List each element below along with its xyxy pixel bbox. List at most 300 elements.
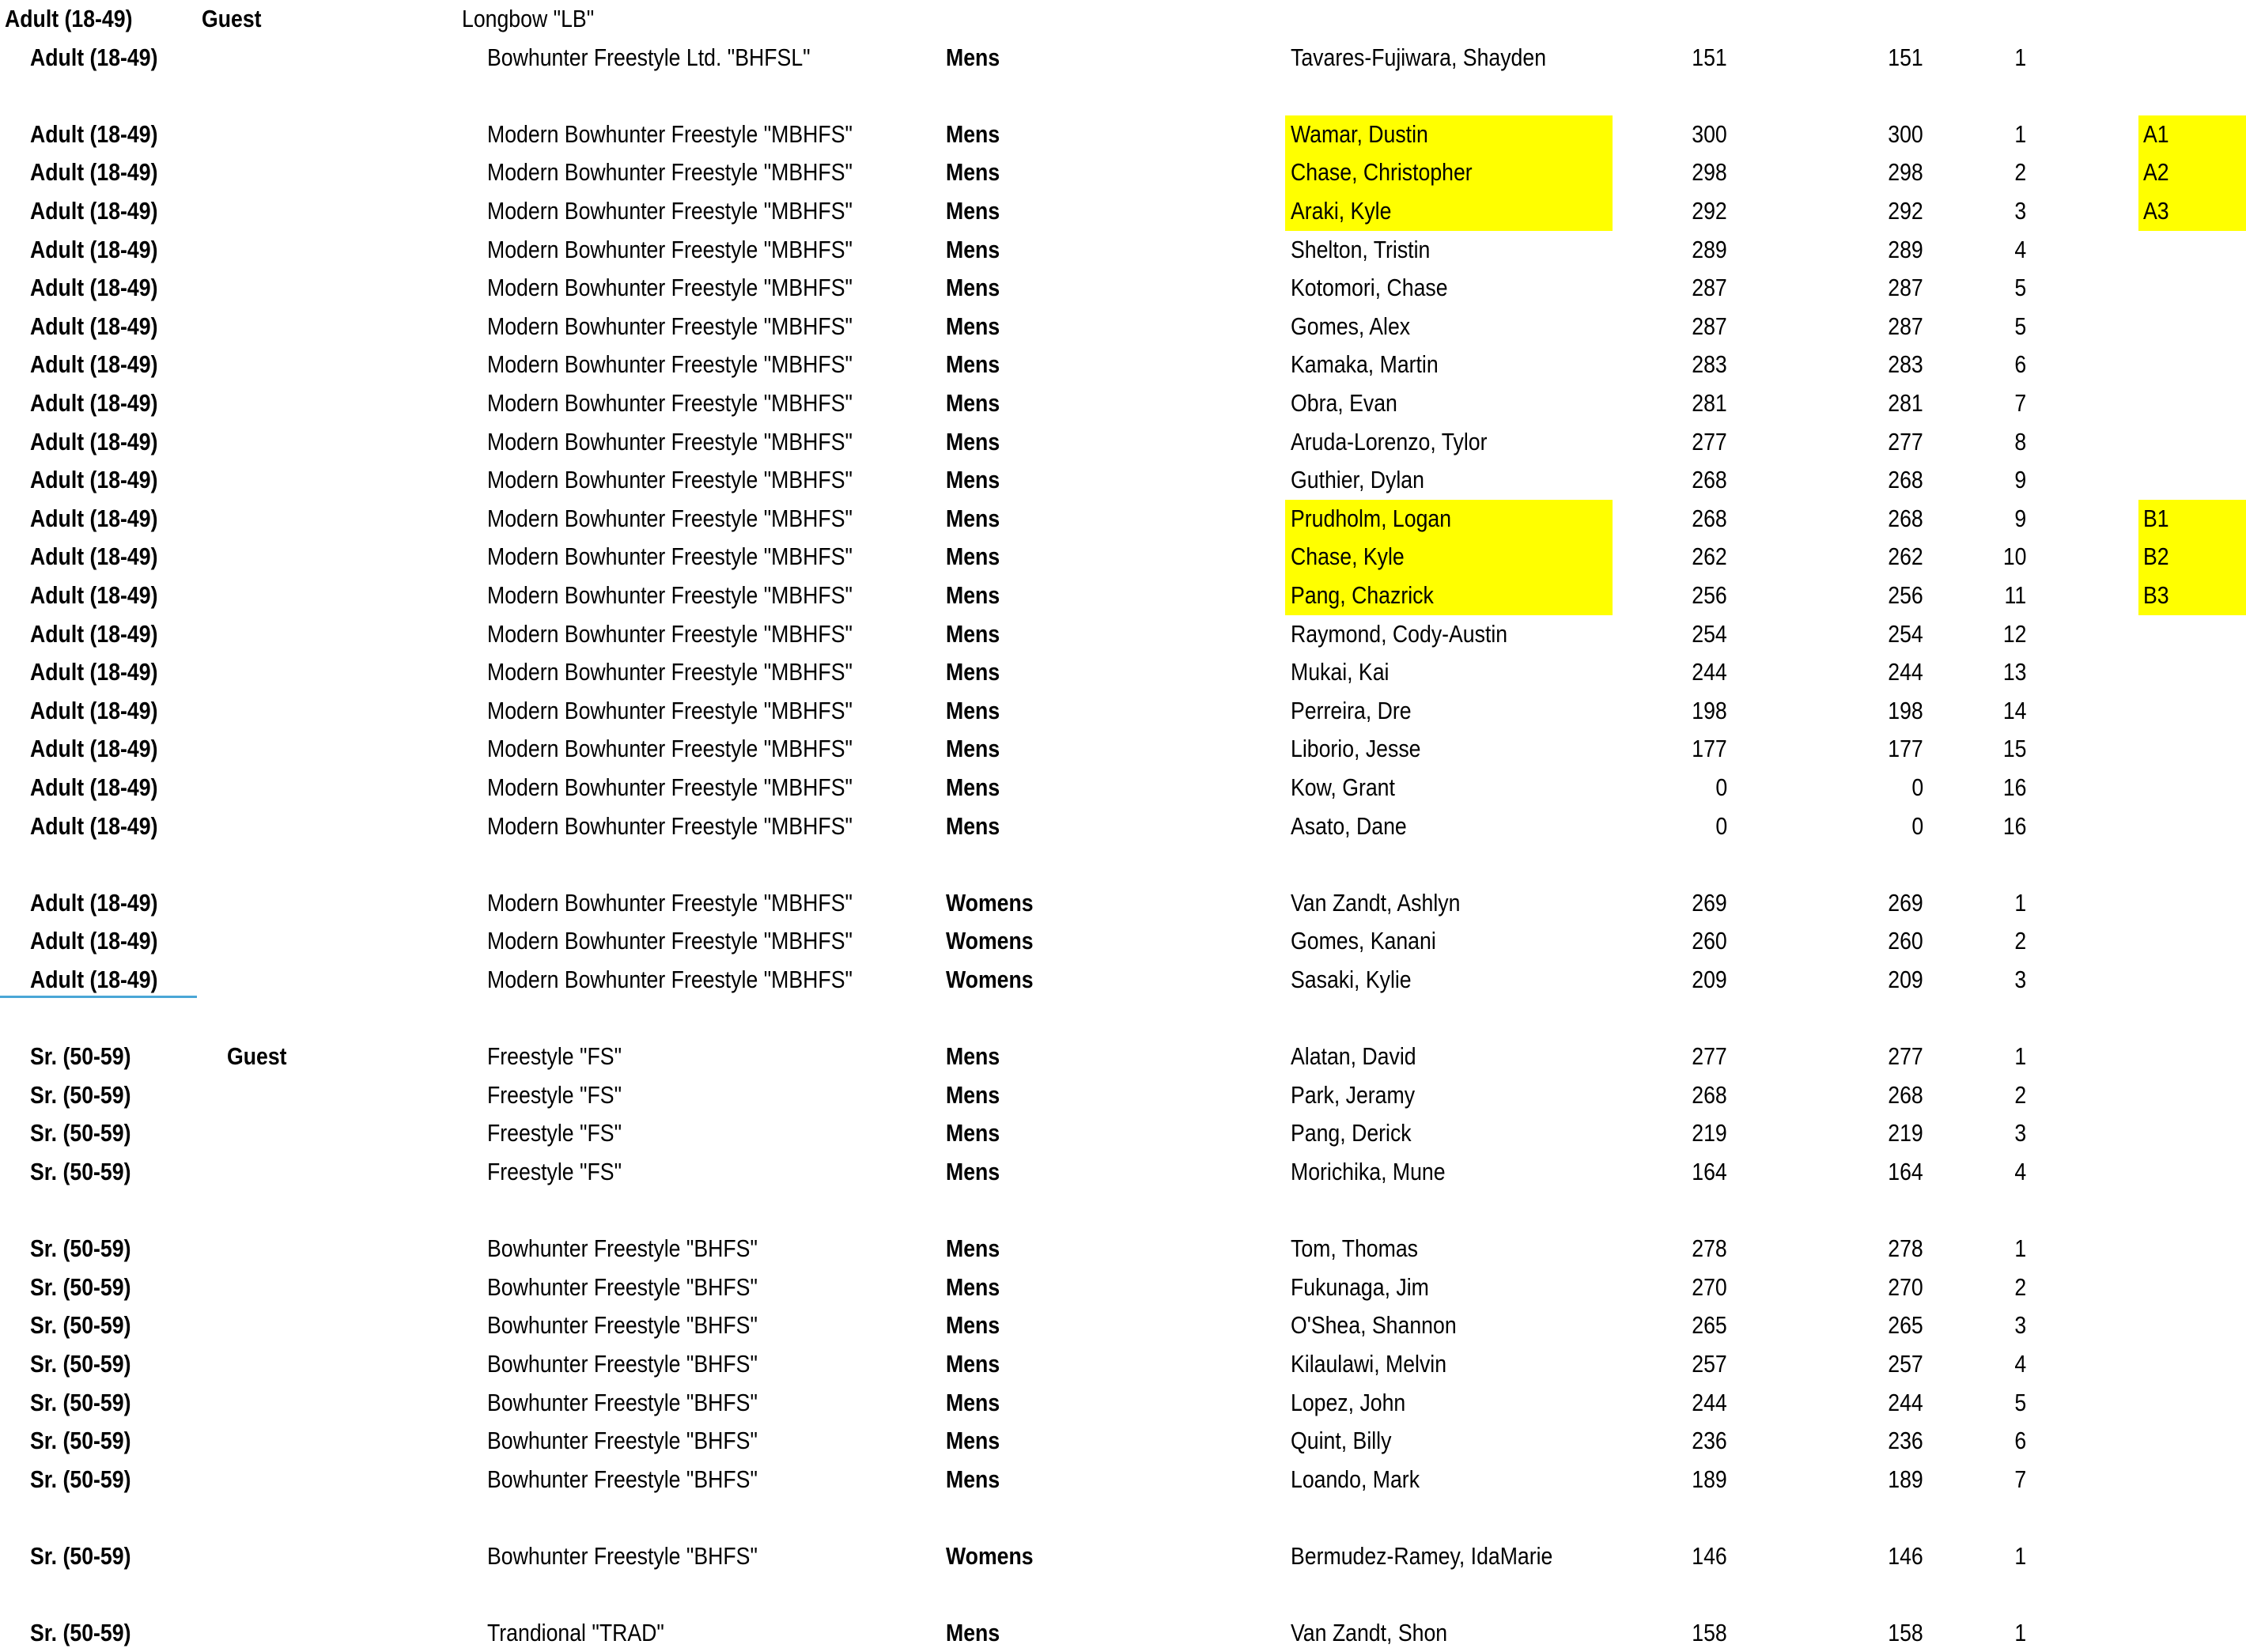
score-cell[interactable]: 0	[1715, 811, 1727, 840]
age-cell[interactable]: Adult (18-49)	[30, 888, 158, 917]
total-score-cell[interactable]: 151	[1888, 43, 1923, 71]
score-cell[interactable]: 257	[1692, 1350, 1727, 1378]
score-cell[interactable]: 283	[1692, 350, 1727, 379]
table-row	[0, 384, 2246, 422]
division-cell[interactable]: Bowhunter Freestyle Ltd. "BHFSL"	[487, 43, 811, 71]
age-cell[interactable]: Sr. (50-59)	[30, 1350, 131, 1378]
gender-cell[interactable]: Mens	[946, 1350, 1000, 1378]
gender-cell[interactable]: Mens	[946, 735, 1000, 763]
table-row	[0, 576, 2246, 614]
score-cell[interactable]: 244	[1692, 658, 1727, 686]
archer-name-cell[interactable]: Van Zandt, Shon	[1291, 1619, 1448, 1647]
rank-cell[interactable]: 3	[2014, 966, 2026, 993]
rank-cell[interactable]: 1	[2014, 1619, 2026, 1647]
cell-selection-underline	[0, 996, 197, 998]
total-score-cell[interactable]: 256	[1888, 581, 1923, 609]
total-score-cell[interactable]: 146	[1888, 1542, 1923, 1570]
rank-cell[interactable]: 16	[2002, 811, 2026, 840]
total-score-cell[interactable]: 177	[1888, 735, 1923, 763]
rank-cell[interactable]: 2	[2014, 158, 2026, 187]
table-row	[0, 922, 2246, 960]
table-row	[0, 115, 2246, 153]
age-cell[interactable]: Sr. (50-59)	[30, 1311, 131, 1340]
division-cell[interactable]: Modern Bowhunter Freestyle "MBHFS"	[487, 466, 853, 494]
total-score-cell[interactable]: 270	[1888, 1272, 1923, 1301]
team-tag-cell[interactable]: A1	[2143, 119, 2169, 148]
total-score-cell[interactable]: 277	[1888, 427, 1923, 456]
rank-cell[interactable]: 3	[2014, 1119, 2026, 1147]
score-cell[interactable]: 287	[1692, 274, 1727, 302]
total-score-cell[interactable]: 164	[1888, 1158, 1923, 1185]
table-row	[0, 1345, 2246, 1383]
division-cell[interactable]: Modern Bowhunter Freestyle "MBHFS"	[487, 312, 853, 340]
total-score-cell[interactable]: 254	[1888, 619, 1923, 648]
rank-cell[interactable]: 14	[2002, 696, 2026, 724]
rank-cell[interactable]: 4	[2014, 1158, 2026, 1185]
archer-name-cell[interactable]: Pang, Derick	[1291, 1119, 1412, 1147]
gender-cell[interactable]: Mens	[946, 427, 1000, 456]
archer-name-cell[interactable]: Obra, Evan	[1291, 389, 1397, 417]
rank-cell[interactable]: 8	[2014, 427, 2026, 456]
age-cell[interactable]: Adult (18-49)	[30, 504, 158, 532]
age-cell[interactable]: Adult (18-49)	[30, 696, 158, 724]
gender-cell[interactable]: Mens	[946, 658, 1000, 686]
total-score-cell[interactable]: 257	[1888, 1350, 1923, 1378]
rank-cell[interactable]: 6	[2014, 1427, 2026, 1455]
age-cell[interactable]: Sr. (50-59)	[30, 1234, 131, 1263]
division-cell[interactable]: Bowhunter Freestyle "BHFS"	[487, 1388, 758, 1416]
rank-cell[interactable]: 9	[2014, 466, 2026, 494]
archer-name-cell[interactable]: Raymond, Cody-Austin	[1291, 619, 1508, 648]
age-cell[interactable]: Adult (18-49)	[30, 43, 158, 71]
age-cell[interactable]: Adult (18-49)	[30, 197, 158, 225]
table-row	[0, 1153, 2246, 1191]
gender-cell[interactable]: Mens	[946, 389, 1000, 417]
archer-name-cell[interactable]: Perreira, Dre	[1291, 696, 1412, 724]
team-tag-cell[interactable]: B1	[2143, 504, 2169, 532]
division-cell[interactable]: Modern Bowhunter Freestyle "MBHFS"	[487, 773, 853, 801]
gender-cell[interactable]: Mens	[946, 197, 1000, 225]
table-row	[0, 500, 2246, 538]
rank-cell[interactable]: 5	[2014, 312, 2026, 340]
gender-cell[interactable]: Mens	[946, 1427, 1000, 1455]
age-cell[interactable]: Sr. (50-59)	[30, 1619, 131, 1647]
table-row	[0, 1461, 2246, 1499]
age-cell[interactable]: Adult (18-49)	[30, 619, 158, 648]
archer-name-cell[interactable]: Mukai, Kai	[1291, 658, 1390, 686]
total-score-cell[interactable]: 269	[1888, 888, 1923, 917]
table-row	[0, 1306, 2246, 1344]
division-cell[interactable]: Modern Bowhunter Freestyle "MBHFS"	[487, 619, 853, 648]
score-cell[interactable]: 281	[1692, 389, 1727, 417]
total-score-cell[interactable]: 289	[1888, 235, 1923, 263]
score-cell[interactable]: 177	[1692, 735, 1727, 763]
division-cell[interactable]: Modern Bowhunter Freestyle "MBHFS"	[487, 119, 853, 148]
score-cell[interactable]: 198	[1692, 696, 1727, 724]
score-cell[interactable]: 151	[1692, 43, 1727, 71]
score-cell[interactable]: 268	[1692, 466, 1727, 494]
gender-cell[interactable]: Mens	[946, 773, 1000, 801]
gender-cell[interactable]: Mens	[946, 235, 1000, 263]
total-score-cell[interactable]: 287	[1888, 312, 1923, 340]
archer-name-cell[interactable]: Kilaulawi, Melvin	[1291, 1350, 1447, 1378]
age-cell[interactable]: Adult (18-49)	[30, 427, 158, 456]
total-score-cell[interactable]: 268	[1888, 1080, 1923, 1109]
archer-name-cell[interactable]: Aruda-Lorenzo, Tylor	[1291, 427, 1488, 456]
table-row	[0, 192, 2246, 230]
score-cell[interactable]: 269	[1692, 888, 1727, 917]
total-score-cell[interactable]: 277	[1888, 1042, 1923, 1071]
score-cell[interactable]: 268	[1692, 504, 1727, 532]
score-cell[interactable]: 287	[1692, 312, 1727, 340]
total-score-cell[interactable]: 300	[1888, 119, 1923, 148]
team-tag-cell[interactable]: B3	[2143, 581, 2169, 609]
table-row	[0, 692, 2246, 730]
age-cell[interactable]: Adult (18-49)	[30, 158, 158, 187]
table-row	[0, 0, 2246, 38]
gender-cell[interactable]: Mens	[946, 1619, 1000, 1647]
table-row	[0, 769, 2246, 807]
rank-cell[interactable]: 1	[2014, 1234, 2026, 1263]
division-cell[interactable]: Bowhunter Freestyle "BHFS"	[487, 1311, 758, 1340]
total-score-cell[interactable]: 158	[1888, 1619, 1923, 1647]
rank-cell[interactable]: 5	[2014, 274, 2026, 302]
total-score-cell[interactable]: 262	[1888, 542, 1923, 571]
table-row	[0, 39, 2246, 77]
score-cell[interactable]: 189	[1692, 1465, 1727, 1493]
age-cell[interactable]: Sr. (50-59)	[30, 1119, 131, 1147]
gender-cell[interactable]: Mens	[946, 542, 1000, 571]
table-row	[0, 884, 2246, 922]
archer-name-cell[interactable]: Alatan, David	[1291, 1042, 1416, 1071]
rank-cell[interactable]: 12	[2002, 619, 2026, 648]
score-cell[interactable]: 277	[1692, 1042, 1727, 1071]
gender-cell[interactable]: Mens	[946, 158, 1000, 187]
total-score-cell[interactable]: 278	[1888, 1234, 1923, 1263]
age-cell[interactable]: Adult (18-49)	[30, 927, 158, 955]
total-score-cell[interactable]: 198	[1888, 696, 1923, 724]
total-score-cell[interactable]: 281	[1888, 389, 1923, 417]
rank-cell[interactable]: 15	[2002, 735, 2026, 763]
rank-cell[interactable]: 6	[2014, 350, 2026, 379]
division-cell[interactable]: Bowhunter Freestyle "BHFS"	[487, 1350, 758, 1378]
total-score-cell[interactable]: 260	[1888, 927, 1923, 955]
table-row	[0, 1614, 2246, 1652]
age-cell[interactable]: Adult (18-49)	[30, 811, 158, 840]
archer-name-cell[interactable]: Araki, Kyle	[1291, 197, 1392, 225]
age-cell[interactable]: Adult (18-49)	[30, 119, 158, 148]
archer-name-cell[interactable]: Kow, Grant	[1291, 773, 1395, 801]
rank-cell[interactable]: 3	[2014, 1311, 2026, 1340]
score-cell[interactable]: 236	[1692, 1427, 1727, 1455]
rank-cell[interactable]: 1	[2014, 1542, 2026, 1570]
table-row	[0, 1230, 2246, 1268]
division-cell[interactable]: Modern Bowhunter Freestyle "MBHFS"	[487, 350, 853, 379]
score-cell[interactable]: 298	[1692, 158, 1727, 187]
age-cell[interactable]: Adult (18-49)	[30, 735, 158, 763]
score-cell[interactable]: 244	[1692, 1388, 1727, 1416]
archer-name-cell[interactable]: Morichika, Mune	[1291, 1158, 1446, 1185]
archer-name-cell[interactable]: Shelton, Tristin	[1291, 235, 1431, 263]
gender-cell[interactable]: Mens	[946, 1119, 1000, 1147]
gender-cell[interactable]: Mens	[946, 504, 1000, 532]
gender-cell[interactable]: Mens	[946, 811, 1000, 840]
archer-name-cell[interactable]: Loando, Mark	[1291, 1465, 1420, 1493]
gender-cell[interactable]: Mens	[946, 1158, 1000, 1185]
gender-cell[interactable]: Mens	[946, 619, 1000, 648]
rank-cell[interactable]: 4	[2014, 235, 2026, 263]
table-row	[0, 1268, 2246, 1306]
archer-name-cell[interactable]: Prudholm, Logan	[1291, 504, 1452, 532]
total-score-cell[interactable]: 268	[1888, 504, 1923, 532]
total-score-cell[interactable]: 209	[1888, 966, 1923, 993]
division-cell[interactable]: Modern Bowhunter Freestyle "MBHFS"	[487, 581, 853, 609]
gender-cell[interactable]: Mens	[946, 1234, 1000, 1263]
division-cell[interactable]: Modern Bowhunter Freestyle "MBHFS"	[487, 888, 853, 917]
archer-name-cell[interactable]: Chase, Christopher	[1291, 158, 1473, 187]
table-row	[0, 1422, 2246, 1460]
team-tag-cell[interactable]: A3	[2143, 197, 2169, 225]
division-cell[interactable]: Bowhunter Freestyle "BHFS"	[487, 1542, 758, 1570]
rank-cell[interactable]: 11	[2004, 581, 2026, 609]
age-cell[interactable]: Adult (18-49)	[30, 466, 158, 494]
rank-cell[interactable]: 5	[2014, 1388, 2026, 1416]
total-score-cell[interactable]: 298	[1888, 158, 1923, 187]
rank-cell[interactable]: 2	[2014, 1272, 2026, 1301]
division-cell[interactable]: Freestyle "FS"	[487, 1042, 622, 1071]
archer-name-cell[interactable]: Fukunaga, Jim	[1291, 1272, 1429, 1301]
rank-cell[interactable]: 2	[2014, 927, 2026, 955]
table-row	[0, 807, 2246, 845]
rank-cell[interactable]: 9	[2014, 504, 2026, 532]
age-cell[interactable]: Adult (18-49)	[30, 312, 158, 340]
score-cell[interactable]: 0	[1715, 773, 1727, 801]
division-cell[interactable]: Modern Bowhunter Freestyle "MBHFS"	[487, 389, 853, 417]
score-cell[interactable]: 300	[1692, 119, 1727, 148]
table-row	[0, 653, 2246, 691]
rank-cell[interactable]: 2	[2014, 1080, 2026, 1109]
age-cell[interactable]: Sr. (50-59)	[30, 1465, 131, 1493]
rank-cell[interactable]: 1	[2014, 119, 2026, 148]
score-cell[interactable]: 219	[1692, 1119, 1727, 1147]
table-row	[0, 153, 2246, 191]
rank-cell[interactable]: 13	[2002, 658, 2026, 686]
table-row	[0, 615, 2246, 653]
table-row	[0, 730, 2246, 768]
division-cell[interactable]: Modern Bowhunter Freestyle "MBHFS"	[487, 696, 853, 724]
total-score-cell[interactable]: 219	[1888, 1119, 1923, 1147]
table-row	[0, 308, 2246, 346]
gender-cell[interactable]: Mens	[946, 119, 1000, 148]
score-cell[interactable]: 268	[1692, 1080, 1727, 1109]
division-cell[interactable]: Modern Bowhunter Freestyle "MBHFS"	[487, 235, 853, 263]
gender-cell[interactable]: Womens	[946, 888, 1034, 917]
gender-cell[interactable]: Womens	[946, 966, 1034, 993]
archer-name-cell[interactable]: Park, Jeramy	[1291, 1080, 1416, 1109]
archer-name-cell[interactable]: Asato, Dane	[1291, 811, 1407, 840]
division-cell[interactable]: Bowhunter Freestyle "BHFS"	[487, 1234, 758, 1263]
division-cell[interactable]: Bowhunter Freestyle "BHFS"	[487, 1465, 758, 1493]
score-cell[interactable]: 292	[1692, 197, 1727, 225]
division-cell[interactable]: Modern Bowhunter Freestyle "MBHFS"	[487, 274, 853, 302]
total-score-cell[interactable]: 283	[1888, 350, 1923, 379]
division-cell[interactable]: Freestyle "FS"	[487, 1080, 622, 1109]
team-tag-cell[interactable]: B2	[2143, 542, 2169, 571]
total-score-cell[interactable]: 0	[1911, 811, 1923, 840]
table-row	[0, 346, 2246, 384]
age-cell[interactable]: Adult (18-49)	[30, 773, 158, 801]
score-cell[interactable]: 158	[1692, 1619, 1727, 1647]
archer-name-cell[interactable]: Guthier, Dylan	[1291, 466, 1424, 494]
gender-cell[interactable]: Mens	[946, 581, 1000, 609]
archer-name-cell[interactable]: Wamar, Dustin	[1291, 119, 1428, 148]
gender-cell[interactable]: Mens	[946, 350, 1000, 379]
archer-name-cell[interactable]: Gomes, Kanani	[1291, 927, 1436, 955]
archer-name-cell[interactable]: Van Zandt, Ashlyn	[1291, 888, 1461, 917]
team-tag-cell[interactable]: A2	[2143, 158, 2169, 187]
gender-cell[interactable]: Mens	[946, 1042, 1000, 1071]
division-cell[interactable]: Bowhunter Freestyle "BHFS"	[487, 1427, 758, 1455]
archer-name-cell[interactable]: Kamaka, Martin	[1291, 350, 1439, 379]
total-score-cell[interactable]: 244	[1888, 1388, 1923, 1416]
total-score-cell[interactable]: 244	[1888, 658, 1923, 686]
gender-cell[interactable]: Mens	[946, 1311, 1000, 1340]
archer-name-cell[interactable]: Liborio, Jesse	[1291, 735, 1421, 763]
rank-cell[interactable]: 1	[2014, 1042, 2026, 1071]
archer-name-cell[interactable]: Quint, Billy	[1291, 1427, 1392, 1455]
rank-cell[interactable]: 16	[2002, 773, 2026, 801]
age-cell[interactable]: Adult (18-49)	[30, 581, 158, 609]
age-cell[interactable]: Sr. (50-59)	[30, 1427, 131, 1455]
rank-cell[interactable]: 7	[2014, 389, 2026, 417]
age-cell[interactable]: Adult (18-49)	[30, 350, 158, 379]
division-cell[interactable]: Modern Bowhunter Freestyle "MBHFS"	[487, 927, 853, 955]
age-cell[interactable]: Adult (18-49)	[30, 235, 158, 263]
total-score-cell[interactable]: 287	[1888, 274, 1923, 302]
score-cell[interactable]: 265	[1692, 1311, 1727, 1340]
gender-cell[interactable]: Mens	[946, 43, 1000, 71]
division-cell[interactable]: Modern Bowhunter Freestyle "MBHFS"	[487, 427, 853, 456]
archer-name-cell[interactable]: Chase, Kyle	[1291, 542, 1405, 571]
gender-cell[interactable]: Mens	[946, 1272, 1000, 1301]
age-cell[interactable]: Adult (18-49)	[30, 389, 158, 417]
score-cell[interactable]: 256	[1692, 581, 1727, 609]
rank-cell[interactable]: 7	[2014, 1465, 2026, 1493]
division-cell[interactable]: Trandional "TRAD"	[487, 1619, 664, 1647]
age-cell[interactable]: Sr. (50-59)	[30, 1042, 131, 1071]
age-cell[interactable]: Adult (18-49)	[30, 966, 158, 993]
division-cell[interactable]: Modern Bowhunter Freestyle "MBHFS"	[487, 811, 853, 840]
gender-cell[interactable]: Mens	[946, 466, 1000, 494]
score-cell[interactable]: 254	[1692, 619, 1727, 648]
rank-cell[interactable]: 1	[2014, 43, 2026, 71]
archer-name-cell[interactable]: Tavares-Fujiwara, Shayden	[1291, 43, 1547, 71]
age-cell[interactable]: Sr. (50-59)	[30, 1158, 131, 1185]
total-score-cell[interactable]: 236	[1888, 1427, 1923, 1455]
gender-cell[interactable]: Mens	[946, 1465, 1000, 1493]
division-cell[interactable]: Longbow "LB"	[462, 5, 595, 32]
division-cell[interactable]: Modern Bowhunter Freestyle "MBHFS"	[487, 658, 853, 686]
table-row	[0, 1384, 2246, 1422]
table-row	[0, 231, 2246, 269]
gender-cell[interactable]: Mens	[946, 1388, 1000, 1416]
division-cell[interactable]: Bowhunter Freestyle "BHFS"	[487, 1272, 758, 1301]
table-row	[0, 423, 2246, 461]
score-cell[interactable]: 260	[1692, 927, 1727, 955]
age-cell[interactable]: Adult (18-49)	[30, 274, 158, 302]
gender-cell[interactable]: Mens	[946, 274, 1000, 302]
archer-name-cell[interactable]: O'Shea, Shannon	[1291, 1311, 1457, 1340]
gender-cell[interactable]: Mens	[946, 1080, 1000, 1109]
rank-cell[interactable]: 3	[2014, 197, 2026, 225]
guest-cell[interactable]: Guest	[227, 1042, 287, 1071]
table-row	[0, 269, 2246, 307]
total-score-cell[interactable]: 265	[1888, 1311, 1923, 1340]
archer-name-cell[interactable]: Pang, Chazrick	[1291, 581, 1434, 609]
table-row	[0, 961, 2246, 999]
division-cell[interactable]: Modern Bowhunter Freestyle "MBHFS"	[487, 542, 853, 571]
archer-name-cell[interactable]: Kotomori, Chase	[1291, 274, 1448, 302]
table-row	[0, 461, 2246, 499]
score-cell[interactable]: 270	[1692, 1272, 1727, 1301]
age-cell[interactable]: Sr. (50-59)	[30, 1272, 131, 1301]
division-cell[interactable]: Freestyle "FS"	[487, 1158, 622, 1185]
score-cell[interactable]: 146	[1692, 1542, 1727, 1570]
division-cell[interactable]: Modern Bowhunter Freestyle "MBHFS"	[487, 158, 853, 187]
table-row	[0, 1038, 2246, 1076]
guest-cell[interactable]: Guest	[202, 5, 262, 32]
age-cell[interactable]: Adult (18-49)	[30, 658, 158, 686]
age-cell[interactable]: Sr. (50-59)	[30, 1080, 131, 1109]
total-score-cell[interactable]: 268	[1888, 466, 1923, 494]
archer-name-cell[interactable]: Sasaki, Kylie	[1291, 966, 1412, 993]
table-row	[0, 1076, 2246, 1114]
division-cell[interactable]: Modern Bowhunter Freestyle "MBHFS"	[487, 197, 853, 225]
gender-cell[interactable]: Womens	[946, 927, 1034, 955]
division-cell[interactable]: Freestyle "FS"	[487, 1119, 622, 1147]
age-cell[interactable]: Adult (18-49)	[30, 542, 158, 571]
archer-name-cell[interactable]: Lopez, John	[1291, 1388, 1406, 1416]
division-cell[interactable]: Modern Bowhunter Freestyle "MBHFS"	[487, 966, 853, 993]
age-cell[interactable]: Adult (18-49)	[5, 5, 133, 32]
age-cell[interactable]: Sr. (50-59)	[30, 1542, 131, 1570]
score-cell[interactable]: 209	[1692, 966, 1727, 993]
score-cell[interactable]: 262	[1692, 542, 1727, 571]
gender-cell[interactable]: Womens	[946, 1542, 1034, 1570]
total-score-cell[interactable]: 189	[1888, 1465, 1923, 1493]
rank-cell[interactable]: 4	[2014, 1350, 2026, 1378]
table-row	[0, 1537, 2246, 1575]
score-cell[interactable]: 164	[1692, 1158, 1727, 1185]
age-cell[interactable]: Sr. (50-59)	[30, 1388, 131, 1416]
rank-cell[interactable]: 10	[2002, 542, 2026, 571]
table-row	[0, 538, 2246, 576]
gender-cell[interactable]: Mens	[946, 312, 1000, 340]
gender-cell[interactable]: Mens	[946, 696, 1000, 724]
score-cell[interactable]: 278	[1692, 1234, 1727, 1263]
rank-cell[interactable]: 1	[2014, 888, 2026, 917]
division-cell[interactable]: Modern Bowhunter Freestyle "MBHFS"	[487, 735, 853, 763]
score-cell[interactable]: 277	[1692, 427, 1727, 456]
total-score-cell[interactable]: 0	[1911, 773, 1923, 801]
total-score-cell[interactable]: 292	[1888, 197, 1923, 225]
archer-name-cell[interactable]: Gomes, Alex	[1291, 312, 1411, 340]
archer-name-cell[interactable]: Bermudez-Ramey, IdaMarie	[1291, 1542, 1553, 1570]
division-cell[interactable]: Modern Bowhunter Freestyle "MBHFS"	[487, 504, 853, 532]
score-cell[interactable]: 289	[1692, 235, 1727, 263]
table-row	[0, 1114, 2246, 1152]
archer-name-cell[interactable]: Tom, Thomas	[1291, 1234, 1419, 1263]
